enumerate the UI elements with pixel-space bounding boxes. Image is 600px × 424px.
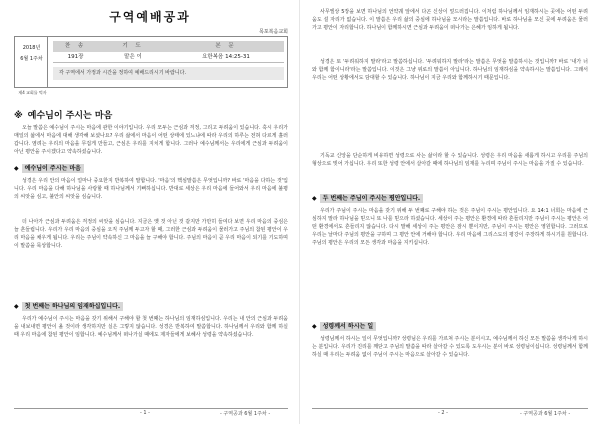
bulletin-title: 구역예배공과 (109, 10, 191, 24)
subheading-2-paragraph: 우리가 예수님이 주시는 마음을 갖기 위해서 구해야 할 첫 번째는 하나님의 임재하심입니다. 우리는 내 안의 근심과 두려움을 내보내면 평안이 올 것이라 생각하지만 실은 그렇지 않습니다. 성경은 반복하여 말씀합니다. 하나님께서 우리와 함께 하실 때 우리 마음에 참된 평안이 임합니다. 예수님께서 떠나가실 때에도 제자들에게 보혜사 성령을 약속하셨습니다. (14, 316, 288, 338)
worship-header-box (14, 36, 288, 88)
header-prayer: 기 도 (122, 43, 144, 49)
footer-divider (312, 408, 588, 409)
subheading-4-text: 성령께서 하시는 일 (320, 322, 377, 331)
right-paragraph-3: 기독교 신앙을 단순하게 비유하면 성령으로 사는 삶이라 할 수 있습니다. 성령은 우리 마음을 새롭게 하시고 우리를 주님의 형상으로 빚어 가십니다. 우리 또한 성령 안에서 살아갈 때에 하나님의 임재를 누리며 주님이 주시는 마음을 가질 수 있습니다. (312, 153, 588, 167)
prayer-leader: 맡은 이 (124, 54, 142, 60)
subheading-2-text: 첫 번째는 하나님의 임재하십입니다. (22, 302, 124, 311)
table-header-row (53, 41, 284, 52)
subheading-3-text: 두 번째는 주님이 주시는 평안입니다. (320, 194, 424, 203)
diamond-icon: ◆ (14, 303, 19, 310)
worship-order-table (53, 41, 284, 63)
subheading-1 (14, 164, 84, 173)
intro-paragraph-2: 더 나아가 근심과 두려움은 걱정의 씨앗을 심습니다. 지금은 옛 것 아닌 것 같지만 가만히 들여다 보면 우리 마음의 중심은 늘 흔들립니다. 우리가 우리 마음의 중심을 오직 주님께 두고자 할 때, 그러한 근심과 두려움이 물러가고 주님의 참된 평안이 우리 마음을 채우게 됩니다. 우리는 주님이 약속하신 그 마음을 늘 구해야 합니다. 주님의 마음이 곧 우리 마음이 되기를 기도하며 이 말씀을 묵상합니다. (14, 219, 288, 249)
right-paragraph-2: 성경은 또 '두려워하지 말라'라고 말씀하십니다. '두려워하지 말라'라는 말씀은 무엇을 말씀하시는 것입니까? 바로 '내가 너와 함께 함이니라'라는 말씀입니다. 이것은 그냥 위로의 말씀이 아닙니다. 하나님의 임재하심을 약속하시는 말씀입니다. 그래서 우리는 어떤 상황에서도 담대할 수 있습니다. 하나님이 지금 우리와 함께하시기 때문입니다. (312, 59, 588, 81)
page-number-right: - 2 - (438, 410, 448, 416)
header-hymn: 찬 송 (64, 43, 87, 49)
page-number-left: - 1 - (140, 410, 150, 416)
worship-notice: 각 구역에서 가정과 시간을 정하여 예배드리시기 바랍니다. (53, 67, 284, 80)
date-box (15, 37, 48, 87)
header-scripture: 본 문 (215, 43, 237, 49)
subheading-1-text: 예수님이 주시는 마음 (22, 164, 84, 173)
diamond-icon: ◆ (312, 195, 317, 202)
subheading-3 (312, 194, 423, 203)
week-label: 6월 1주차 (20, 56, 43, 62)
diamond-icon: ◆ (14, 165, 19, 172)
table-row (53, 52, 284, 63)
page-right (300, 0, 600, 424)
subheading-3-paragraph: 우리가 주님이 주시는 마음을 갖기 위해 두 번째로 구해야 하는 것은 주님이 주시는 평안입니다. 요 14:1 너희는 마음에 근심하지 말라 하나님을 믿으니 또 나를 믿으라 하셨습니다. 세상이 주는 평안은 환경에 따라 흔들리지만 주님이 주시는 평안은 어떤 환경에서도 흔들리지 않습니다. 다시 말해 세상이 주는 평안은 잠시 뿐이지만, 주님이 주시는 평안은 영원합니다. 그러므로 우리는 날마다 주님의 평안을 구하며 그 평안 안에 거해야 합니다. 우리 마음에 그리스도의 평강이 주장하게 하시기를 원합니다. 주님의 평안은 우리의 모든 생각과 마음을 지키십니다. (312, 208, 588, 246)
sermon-title-text: 예수님이 주시는 마음 (27, 111, 113, 121)
church-name: 목포복음교회 (259, 29, 288, 35)
diamond-icon: ◆ (312, 323, 317, 330)
footer-divider (14, 408, 288, 409)
asterisk-icon: ※ (14, 111, 23, 121)
subheading-1-paragraph: 성경은 우리 안의 마음이 얼마나 중요한지 반복하여 말합니다. '마음'의 핵심말씀은 무엇입니까? 바로 '마음을 다하는 것'입니다. 우리 마음을 다해 하나님을 사랑할 때 하나님께서 기뻐하십니다. 반대로 세상은 우리 마음에 들어와서 우리 마음에 불평의 씨앗을 심고, 불안의 씨앗을 심습니다. (14, 178, 288, 200)
intro-paragraph-1: 오늘 말씀은 예수님이 주시는 마음에 관한 이야기입니다. 우리 모두는 근심과 걱정, 그리고 두려움이 있습니다. 혹시 우리가 매일의 삶에서 마음에 대해 생각해 보셨나요? 우리 삶에서 마음이 어떤 상태에 있느냐에 따라 우리의 하루는 전혀 다르게 흘러갑니다. 염려는 우리의 마음을 무겁게 만들고, 근심은 우리를 지치게 합니다. 그러나 예수님께서는 우리에게 근심과 두려움이 아닌 평안을 주시겠다고 약속하셨습니다. (14, 125, 288, 155)
scripture-reference: 요한복음 14:25-31 (202, 54, 250, 60)
subheading-4 (312, 322, 376, 331)
hymn-number: 191장 (67, 54, 84, 60)
subheading-2 (14, 302, 123, 311)
subheading-4-paragraph: 성령님께서 하시는 일이 무엇입니까? 성령님은 우리를 가르쳐 주시는 분이시고, 예수님께서 하신 모든 말씀을 생각나게 하시는 분입니다. 우리가 진리를 깨닫고 주님의 말씀을 따라 살아갈 수 있도록 도우시는 분이 바로 성령님이십니다. 성령님께서 함께하실 때 우리는 두려움 없이 주님이 주시는 마음으로 살아갈 수 있습니다. (312, 336, 588, 358)
footer-label-left: - 구역공과 6월 1주차 - (220, 411, 271, 417)
sermon-title (14, 108, 112, 121)
year-label: 2018년 (22, 45, 41, 51)
right-paragraph-1: 사무엘상 5장을 보면 하나님의 언약궤 앞에서 다곤 신상이 엎드러집니다. 이처럼 하나님께서 임재하시는 곳에는 어떤 두려움도 설 자리가 없습니다. 이 말씀은 우리 삶의 중심에 하나님을 모시라는 말씀입니다. 바로 하나님을 모신 곳에 두려움은 물러가고 평안이 자리합니다. 하나님이 함께하시면 근심과 두려움이 떠나가는 은혜가 임하게 됩니다. (312, 9, 588, 31)
worship-label: 제4 교회를 먹자 (18, 90, 47, 95)
footer-label-right: - 구역공과 6월 1주차 - (520, 411, 571, 417)
